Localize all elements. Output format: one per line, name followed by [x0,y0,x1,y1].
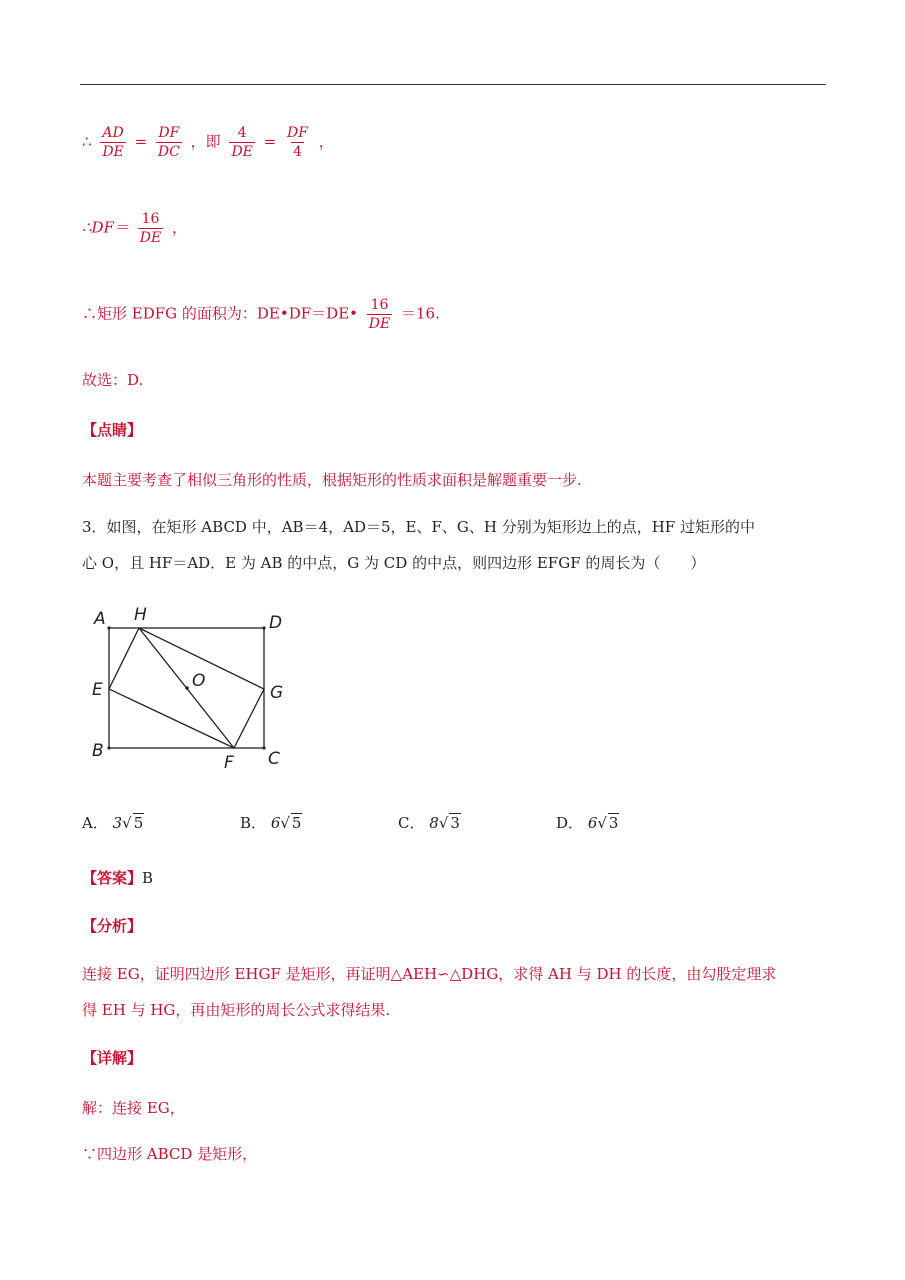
label-o: O [192,671,206,691]
question-3-line-1: 3．如图，在矩形 ABCD 中，AB＝4，AD＝5，E、F、G、H 分别为矩形边上的点，HF 过矩形的中 [82,518,755,536]
label-g: G [270,683,284,703]
analysis-line-2: 得 EH 与 HG，再由矩形的周长公式求得结果. [82,1001,391,1019]
fraction-ad-de: $\frac{AD}{DE}$ [102,125,124,160]
fraction-16-de-2: $\frac{16}{DE}$ [368,297,391,332]
choose-d-line: 故选：D. [82,371,144,389]
choice-c: C． 8√ 3 [398,814,460,832]
answer-value: B [142,869,154,887]
dianjing-heading: 【点睛】 [82,421,143,439]
detail-line-2: ∵四边形 ABCD 是矩形， [82,1145,258,1163]
dianjing-text: 本题主要考查了相似三角形的性质，根据矩形的性质求面积是解题重要一步. [82,471,582,489]
label-e: E [92,680,103,700]
analysis-heading: 【分析】 [82,917,143,935]
label-f: F [224,753,234,773]
question-3-line-2: 心 O，且 HF＝AD．E 为 AB 的中点，G 为 CD 的中点，则四边形 EFGF 的周长为（ ） [82,554,706,572]
equation-line-2: ∴DF＝ $\frac{16}{DE}$ ， [82,211,188,246]
answer-line: 【答案】B [82,869,154,887]
fraction-df-dc: $\frac{DF}{DC}$ [157,125,180,160]
label-a: A [94,609,106,629]
choice-d: D． 6√ 3 [556,814,619,832]
therefore-symbol: ∴ [82,132,92,151]
center-point-o [185,686,189,690]
equation-line-1: ∴ $\frac{AD}{DE}$ = $\frac{DF}{DC}$ ，即 $\frac{4}{DE}$ = $\frac{DF}{4}$ ， [82,125,334,160]
analysis-line-1: 连接 EG，证明四边形 EHGF 是矩形，再证明△AEH∽△DHG，求得 AH 与 DH 的长度，由勾股定理求 [82,965,777,983]
rectangle-figure [84,600,304,780]
choice-b: B． 6√ 5 [240,814,302,832]
fraction-16-de: $\frac{16}{DE}$ [139,211,162,246]
detail-line-1: 解：连接 EG， [82,1099,185,1117]
header-rule [80,84,826,85]
label-h: H [134,605,147,625]
equation-line-3: ∴矩形 EDFG 的面积为：DE•DF＝DE• $\frac{16}{DE}$ ＝16. [82,297,440,332]
label-b: B [92,741,104,761]
fraction-df-4: $\frac{DF}{4}$ [287,125,308,160]
fraction-4-de: $\frac{4}{DE}$ [231,125,253,160]
label-c: C [268,749,280,769]
label-d: D [269,613,283,633]
detail-heading: 【详解】 [82,1049,143,1067]
choice-a: A． 3√ 5 [82,814,144,832]
